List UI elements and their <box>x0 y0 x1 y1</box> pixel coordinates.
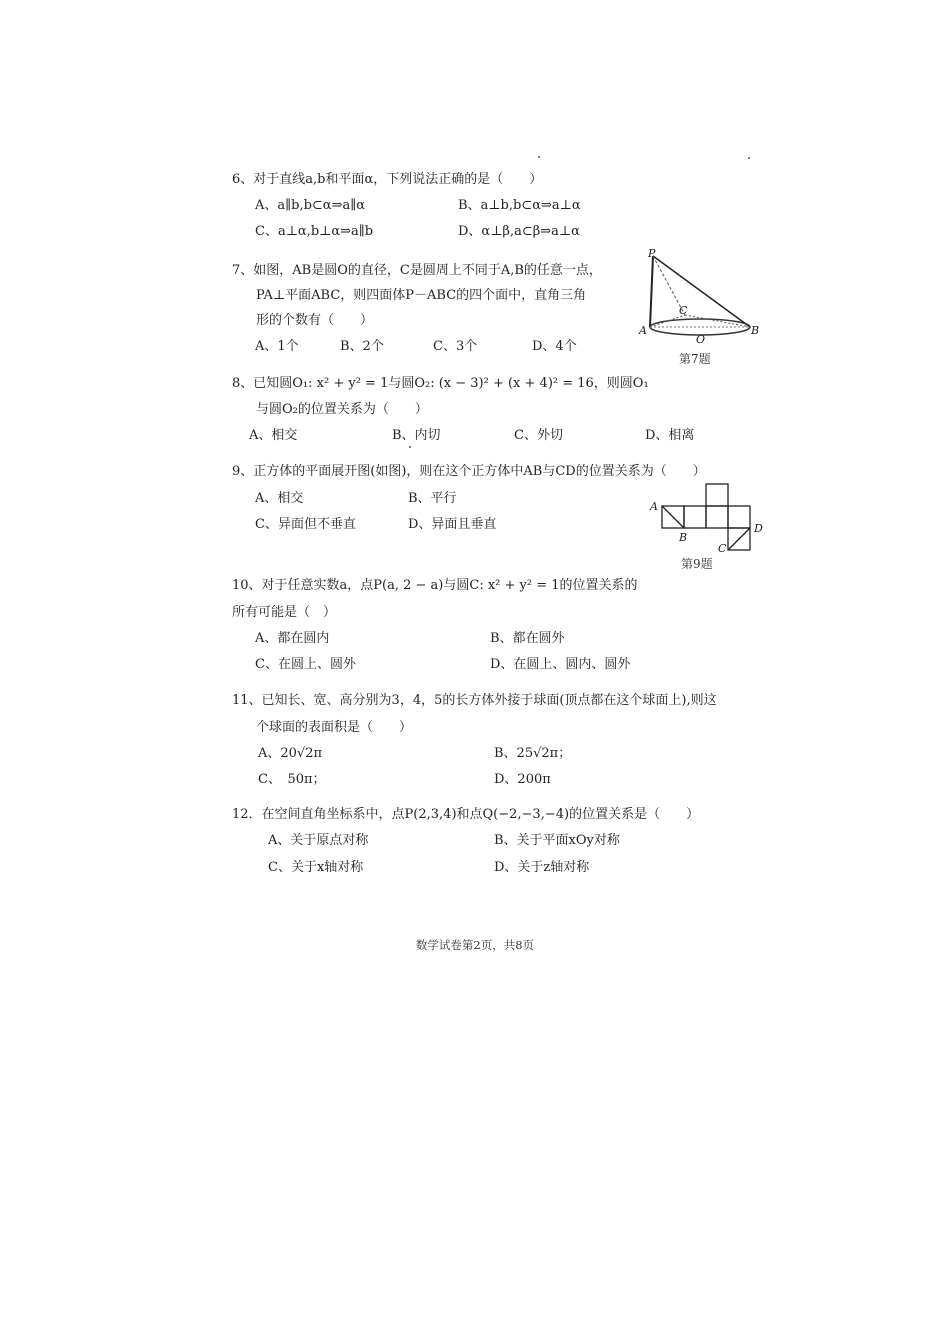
q7-stem-line-1: 7、如图，AB是圆O的直径，C是圆周上不同于A,B的任意一点， <box>232 263 602 278</box>
q10-option-c: C、在圆上、圆外 <box>255 657 356 672</box>
q11-option-b: B、25√2π； <box>494 746 572 761</box>
scan-speck <box>748 157 750 159</box>
q7-stem-line-3: 形的个数有（ ） <box>256 313 374 328</box>
q9-label-c: C <box>718 542 727 552</box>
q10-stem-line-2: 所有可能是（ ） <box>232 605 337 620</box>
q10-stem-line-1: 10、对于任意实数a，点P(a, 2 − a)与圆C: x² + y² = 1的位置关系的 <box>232 578 638 593</box>
q9-option-d: D、异面且垂直 <box>408 517 497 532</box>
q7-edge-cb <box>685 315 750 327</box>
q8-option-d: D、相离 <box>645 428 695 443</box>
q8-stem-line-2: 与圆O₂的位置关系为（ ） <box>256 402 428 417</box>
q7-figure <box>635 248 765 348</box>
q7-option-b: B、2个 <box>340 339 384 354</box>
q9-net-square-top <box>706 484 728 506</box>
q6-option-a: A、a∥b,b⊂α⇒a∥α <box>255 198 366 213</box>
q10-option-d: D、在圆上、圆内、圆外 <box>490 657 631 672</box>
q9-cube-net-figure <box>640 480 770 552</box>
q6-option-d: D、α⊥β,a⊂β⇒a⊥α <box>458 224 580 239</box>
q7-option-d: D、4个 <box>532 339 577 354</box>
q9-option-c: C、异面但不垂直 <box>255 517 356 532</box>
q9-option-a: A、相交 <box>255 491 304 506</box>
q7-label-a: A <box>639 324 647 337</box>
q7-label-b: B <box>751 324 760 337</box>
q10-option-a: A、都在圆内 <box>255 631 330 646</box>
q11-stem-line-2: 个球面的表面积是（ ） <box>256 720 413 735</box>
q8-option-c: C、外切 <box>514 428 563 443</box>
q7-option-c: C、3个 <box>433 339 478 354</box>
q7-label-p: P <box>648 248 656 260</box>
q10-option-b: B、都在圆外 <box>490 631 565 646</box>
q6-stem: 6、对于直线a,b和平面α，下列说法正确的是（ ） <box>232 172 543 187</box>
q11-option-c: C、 50π； <box>258 772 326 787</box>
q9-net-square-2 <box>684 506 706 528</box>
q12-option-d: D、关于z轴对称 <box>494 860 590 875</box>
q7-edge-pb <box>653 256 750 327</box>
q9-stem: 9、正方体的平面展开图(如图)，则在这个正方体中AB与CD的位置关系为（ ） <box>232 464 706 479</box>
q9-label-b: B <box>679 531 688 544</box>
q11-option-a: A、20√2π <box>258 746 323 761</box>
q7-option-a: A、1个 <box>255 339 299 354</box>
q9-segment-cd <box>728 528 750 550</box>
q8-option-b: B、内切 <box>392 428 441 443</box>
q7-edge-pa <box>650 256 653 327</box>
q9-label-d: D <box>754 522 763 535</box>
q9-figure-caption: 第9题 <box>681 557 713 571</box>
q12-option-b: B、关于平面xOy对称 <box>494 833 620 848</box>
q7-label-c: C <box>679 304 688 317</box>
q9-net-square-3 <box>706 506 728 528</box>
q9-option-b: B、平行 <box>408 491 457 506</box>
q7-label-o: O <box>696 333 706 346</box>
page-footer: 数学试卷第2页，共8页 <box>415 938 535 952</box>
q9-net-square-4 <box>728 506 750 528</box>
q12-stem: 12．在空间直角坐标系中，点P(2,3,4)和点Q(−2,−3,−4)的位置关系是（ ） <box>232 807 700 822</box>
q7-figure-caption: 第7题 <box>679 352 711 366</box>
q9-label-a: A <box>650 500 658 513</box>
q8-stem-line-1: 8、已知圆O₁: x² + y² = 1与圆O₂: (x − 3)² + (x + 4)² = 16，则圆O₁ <box>232 376 649 391</box>
q7-stem-line-2: PA⊥平面ABC，则四面体P－ABC的四个面中，直角三角 <box>256 288 587 303</box>
scan-speck <box>538 156 540 158</box>
q11-option-d: D、200π <box>494 772 551 787</box>
q8-option-a: A、相交 <box>249 428 298 443</box>
scan-speck <box>409 446 411 448</box>
q11-stem-line-1: 11、已知长、宽、高分别为3，4，5的长方体外接于球面(顶点都在这个球面上),则这 <box>232 693 717 708</box>
q12-option-c: C、关于x轴对称 <box>268 860 364 875</box>
q9-segment-ab <box>662 506 684 528</box>
q6-option-b: B、a⊥b,b⊂α⇒a⊥α <box>458 198 581 213</box>
q6-option-c: C、a⊥α,b⊥α⇒a∥b <box>255 224 374 239</box>
q12-option-a: A、关于原点对称 <box>268 833 369 848</box>
